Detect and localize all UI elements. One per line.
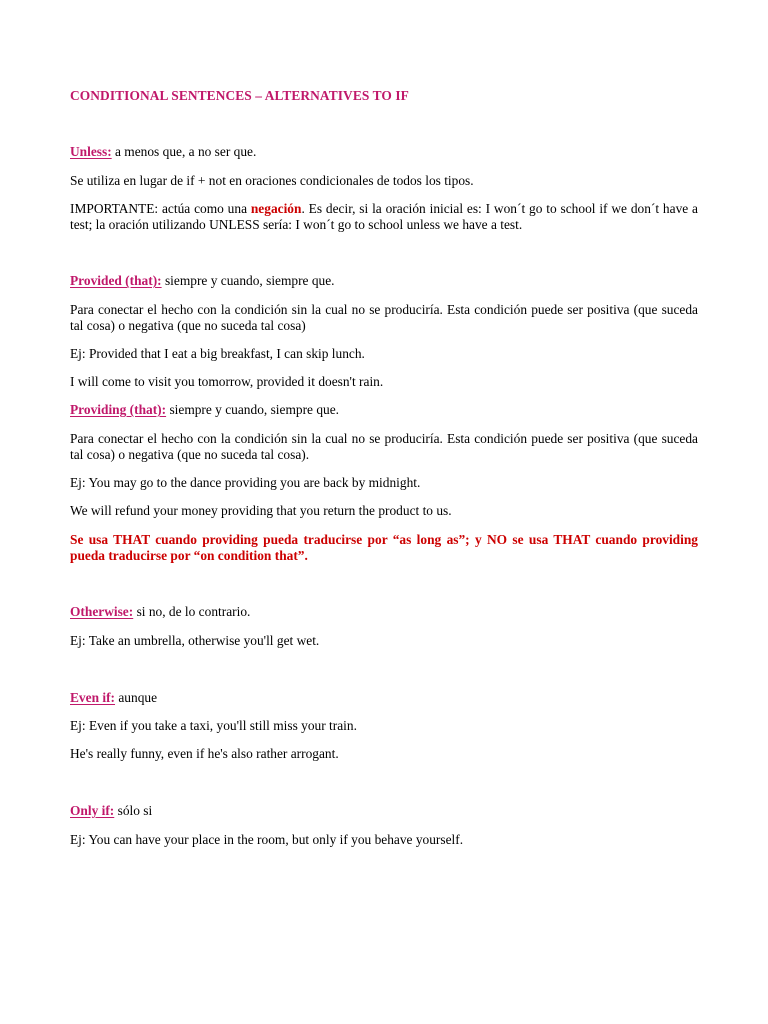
- provided-definition-text: siempre y cuando, siempre que.: [161, 273, 335, 288]
- only-if-example-1: Ej: You can have your place in the room, but only if you behave yourself.: [70, 832, 464, 847]
- important-rest: . Es decir, si la oración inicial es: I won´t go to school if we don´t have a test; la oración utilizando UNLESS sería: I won´t go to school unless we have a test.: [70, 201, 698, 232]
- page-title: CONDITIONAL SENTENCES – ALTERNATIVES TO IF: [70, 88, 409, 103]
- important-prefix: IMPORTANTE: actúa como una: [70, 201, 251, 216]
- even-if-example-2: He's really funny, even if he's also rather arrogant.: [70, 746, 339, 761]
- providing-explanation: Para conectar el hecho con la condición sin la cual no se produciría. Esta condición puede ser positiva (que suceda tal cosa) o negativa (que no suceda tal cosa).: [70, 431, 698, 462]
- providing-definition-text: siempre y cuando, siempre que.: [166, 402, 340, 417]
- providing-example-2: We will refund your money providing that you return the product to us.: [70, 503, 452, 518]
- unless-definition-text: a menos que, a no ser que.: [111, 144, 257, 159]
- even-if-example-1: Ej: Even if you take a taxi, you'll still miss your train.: [70, 718, 357, 733]
- provided-example-1: Ej: Provided that I eat a big breakfast, I can skip lunch.: [70, 346, 365, 361]
- even-if-definition-text: aunque: [115, 690, 158, 705]
- unless-term: Unless:: [70, 144, 112, 159]
- only-if-term: Only if:: [70, 803, 115, 818]
- otherwise-definition-text: si no, de lo contrario.: [133, 604, 251, 619]
- otherwise-definition: [70, 604, 698, 620]
- unless-definition: [70, 144, 698, 160]
- providing-definition: [70, 402, 698, 418]
- unless-usage: Se utiliza en lugar de if + not en oraciones condicionales de todos los tipos.: [70, 173, 474, 188]
- providing-term: Providing (that):: [70, 402, 167, 417]
- only-if-definition-text: sólo si: [114, 803, 153, 818]
- provided-definition: [70, 273, 698, 289]
- provided-explanation: Para conectar el hecho con la condición sin la cual no se produciría. Esta condición puede ser positiva (que suceda tal cosa) o negativa (que no suceda tal cosa): [70, 302, 698, 333]
- providing-example-1: Ej: You may go to the dance providing you are back by midnight.: [70, 475, 421, 490]
- even-if-term: Even if:: [70, 690, 116, 705]
- only-if-definition: [70, 803, 698, 819]
- otherwise-term: Otherwise:: [70, 604, 134, 619]
- provided-term: Provided (that):: [70, 273, 162, 288]
- provided-example-2: I will come to visit you tomorrow, provided it doesn't rain.: [70, 374, 384, 389]
- otherwise-example-1: Ej: Take an umbrella, otherwise you'll get wet.: [70, 633, 320, 648]
- that-usage-note: Se usa THAT cuando providing pueda traducirse por “as long as”; y NO se usa THAT cuando providing pueda traducirse por “on condition that”.: [70, 532, 698, 563]
- even-if-definition: [70, 690, 698, 706]
- negation-keyword: negación: [250, 201, 302, 216]
- unless-important-note: [70, 201, 698, 233]
